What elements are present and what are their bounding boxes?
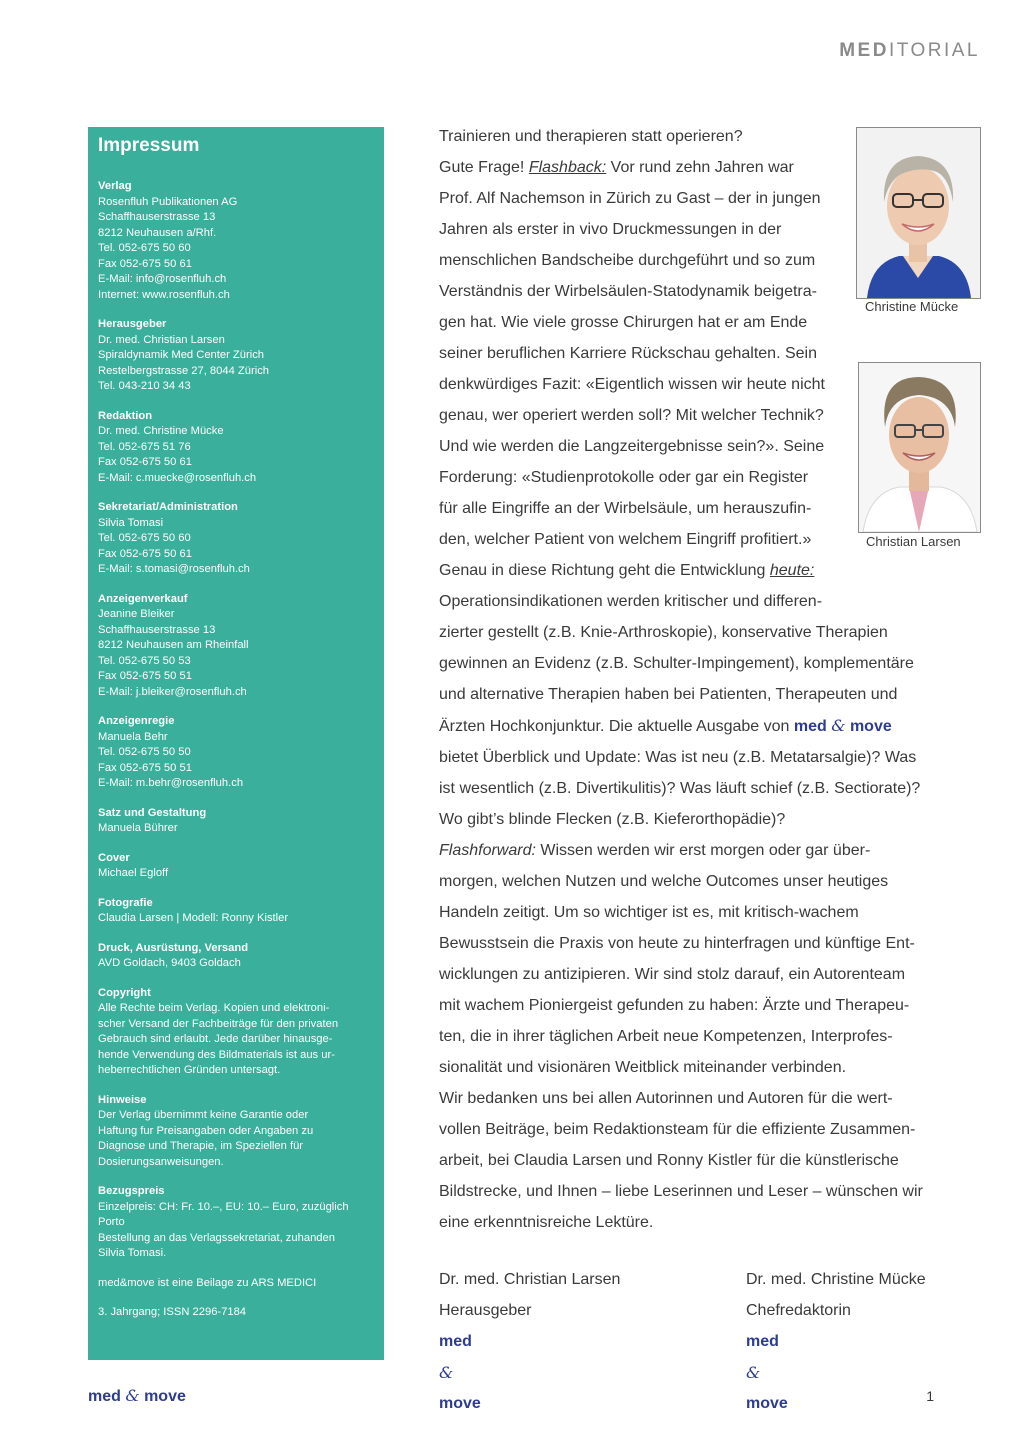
impressum-line: Restelbergstrasse 27, 8044 Zürich xyxy=(98,364,270,377)
text-line: genau, wer operiert werden soll? Mit welcher Technik? xyxy=(439,407,824,424)
impressum-line: Fax 052-675 50 51 xyxy=(98,761,192,774)
portrait-man-image xyxy=(859,363,980,532)
text-line: und alternative Therapien haben bei Patienten, Therapeuten und xyxy=(439,686,898,703)
impressum-line: Tel. 052-675 50 53 xyxy=(98,654,191,667)
brand-mark: med & move xyxy=(793,716,892,735)
text-line: zierter gestellt (z.B. Knie-Arthroskopie), konservative Therapien xyxy=(439,624,888,641)
text-line: gen hat. Wie viele grosse Chirurgen hat er am Ende xyxy=(439,314,808,331)
text-line: Flashforward: Wissen werden wir erst morgen oder gar über- xyxy=(439,842,871,859)
photo-caption: Christine Mücke xyxy=(865,299,959,314)
impressum-section-title: Druck, Ausrüstung, Versand xyxy=(98,941,249,954)
text-line: für alle Eingriffe an der Wirbelsäule, um herauszufin- xyxy=(439,500,812,517)
text-line: vollen Beiträge, beim Redaktionsteam für die effiziente Zusammen- xyxy=(439,1121,916,1138)
impressum-line: E-Mail: j.bleiker@rosenfluh.ch xyxy=(98,685,247,698)
text-line: den, welcher Patient von welchem Eingriff profitiert.» xyxy=(439,531,812,548)
impressum-section xyxy=(98,806,374,837)
impressum-line: Tel. 052-675 51 76 xyxy=(98,440,191,453)
impressum-line: Dosierungsanweisungen. xyxy=(98,1155,224,1168)
text-line: wicklungen zu antizipieren. Wir sind stolz darauf, ein Autorenteam xyxy=(439,966,906,983)
impressum-line: Dr. med. Christian Larsen xyxy=(98,333,225,346)
text-line: Ärzten Hochkonjunktur. Die aktuelle Ausgabe von med & move xyxy=(439,716,892,735)
text-line: ten, die in ihrer täglichen Arbeit neue Kompetenzen, Interprofes- xyxy=(439,1028,893,1045)
text-line: seiner beruflichen Karriere Rückschau gehalten. Sein xyxy=(439,345,817,362)
impressum-line: Michael Egloff xyxy=(98,867,169,879)
text-line: Jahren als erster in vivo Druckmessungen in der xyxy=(439,221,782,238)
impressum-line: Spiraldynamik Med Center Zürich xyxy=(98,349,265,361)
footer-brand-mark: med & move xyxy=(88,1386,186,1405)
impressum-section-title: Satz und Gestaltung xyxy=(98,806,207,819)
text-line: morgen, welchen Nutzen und welche Outcomes unser heutiges xyxy=(439,873,889,890)
impressum-line: Internet: www.rosenfluh.ch xyxy=(98,288,230,301)
text-line: Verständnis der Wirbelsäulen-Statodynamik beigetra- xyxy=(439,283,817,300)
impressum-line: E-Mail: m.behr@rosenfluh.ch xyxy=(98,777,244,789)
section-header: MEDITORIAL xyxy=(839,40,980,61)
impressum-line: Manuela Behr xyxy=(98,730,168,743)
impressum-line: heberrechtlichen Gründen untersagt. xyxy=(98,1064,281,1076)
signature-role: Herausgeber xyxy=(439,1302,532,1319)
impressum-section xyxy=(98,409,374,487)
text-line: Handeln zeitigt. Um so wichtiger ist es, mit kritisch-wachem xyxy=(439,904,859,921)
impressum-line: AVD Goldach, 9403 Goldach xyxy=(98,957,241,969)
impressum-line: 8212 Neuhausen am Rheinfall xyxy=(98,639,249,651)
text-line: eine erkenntnisreiche Lektüre. xyxy=(439,1214,654,1231)
impressum-line: Tel. 052-675 50 60 xyxy=(98,242,191,254)
text-line: sionalität und visionären Weitblick miteinander verbinden. xyxy=(439,1059,847,1076)
text-line: Operationsindikationen werden kritischer und differen- xyxy=(439,593,823,610)
text-line: Trainieren und therapieren statt operieren? xyxy=(439,128,743,145)
impressum-section xyxy=(98,851,374,882)
photo-caption: Christian Larsen xyxy=(866,534,961,549)
impressum-section-title: Cover xyxy=(98,851,130,864)
impressum-line: Fax 052-675 50 61 xyxy=(98,547,192,560)
impressum-section xyxy=(98,179,374,303)
impressum-line: Silvia Tomasi xyxy=(98,516,164,529)
impressum-section-title: Redaktion xyxy=(98,409,153,422)
text-line: Genau in diese Richtung geht die Entwicklung heute: xyxy=(439,562,815,579)
impressum-section xyxy=(98,714,374,792)
impressum-section xyxy=(98,896,374,927)
text-line: menschlichen Bandscheibe durchgeführt und so zum xyxy=(439,252,816,269)
impressum-section-title: Anzeigenverkauf xyxy=(98,592,188,605)
signature-larsen xyxy=(439,1264,620,1419)
impressum-box xyxy=(88,127,384,1360)
impressum-section xyxy=(98,986,374,1079)
impressum-line: Der Verlag übernimmt keine Garantie oder xyxy=(98,1109,309,1121)
impressum-line: Silvia Tomasi. xyxy=(98,1247,167,1259)
portrait-woman-image xyxy=(857,128,980,298)
impressum-section-title: Bezugspreis xyxy=(98,1185,165,1197)
text-line: bietet Überblick und Update: Was ist neu (z.B. Metatarsalgie)? Was xyxy=(439,749,917,766)
text-line: gewinnen an Evidenz (z.B. Schulter-Impingement), komplementäre xyxy=(439,655,914,672)
impressum-line: Haftung fur Preisangaben oder Angaben zu xyxy=(98,1124,314,1137)
impressum-line: Diagnose und Therapie, im Speziellen für xyxy=(98,1140,304,1152)
text-line: ist wesentlich (z.B. Divertikulitis)? Was läuft schief (z.B. Sectiorate)? xyxy=(439,780,921,797)
impressum-line: E-Mail: s.tomasi@rosenfluh.ch xyxy=(98,563,250,575)
impressum-section xyxy=(98,941,374,972)
text-line: mit wachem Pioniergeist gefunden zu haben: Ärzte und Therapeu- xyxy=(439,997,910,1014)
page-number: 1 xyxy=(926,1388,934,1404)
text-line: Bildstrecke, und Ihnen – liebe Leserinnen und Leser – wünschen wir xyxy=(439,1183,923,1200)
impressum-line: Jeanine Bleiker xyxy=(98,608,175,620)
signature-name: Dr. med. Christian Larsen xyxy=(439,1271,621,1288)
signature-muecke xyxy=(746,1264,926,1419)
impressum-section xyxy=(98,317,374,395)
brand-mark: med & move xyxy=(746,1333,788,1412)
impressum-line: Gebrauch sind erlaubt. Jede darüber hinausge- xyxy=(98,1033,333,1045)
impressum-line: hende Verwendung des Bildmaterials ist aus ur- xyxy=(98,1048,335,1061)
impressum-line: Claudia Larsen | Modell: Ronny Kistler xyxy=(98,912,289,924)
impressum-line: Tel. 052-675 50 50 xyxy=(98,746,191,758)
impressum-section-title: Anzeigenregie xyxy=(98,715,175,727)
impressum-sections xyxy=(98,179,374,1262)
text-line: denkwürdiges Fazit: «Eigentlich wissen wir heute nicht xyxy=(439,376,825,393)
impressum-line: Schaffhauserstrasse 13 xyxy=(98,623,216,636)
impressum-section-title: Herausgeber xyxy=(98,318,167,330)
text-line: Wir bedanken uns bei allen Autorinnen und Autoren für die wert- xyxy=(439,1090,893,1107)
impressum-line: Dr. med. Christine Mücke xyxy=(98,425,224,437)
text-line: arbeit, bei Claudia Larsen und Ronny Kistler für die künstlerische xyxy=(439,1152,899,1169)
impressum-section-title: Sekretariat/Administration xyxy=(98,501,238,513)
impressum-line: Fax 052-675 50 51 xyxy=(98,670,192,682)
impressum-section-title: Fotografie xyxy=(98,896,153,909)
impressum-line: 8212 Neuhausen a/Rhf. xyxy=(98,226,217,239)
text-line: Bewusstsein die Praxis von heute zu hinterfragen und künftige Ent- xyxy=(439,935,915,952)
impressum-line: Bestellung an das Verlagssekretariat, zuhanden xyxy=(98,1231,335,1244)
impressum-line: Schaffhauserstrasse 13 xyxy=(98,211,216,223)
impressum-line: E-Mail: info@rosenfluh.ch xyxy=(98,273,227,285)
text-line: Gute Frage! Flashback: Vor rund zehn Jahren war xyxy=(439,159,794,176)
impressum-beilage: med&move ist eine Beilage zu ARS MEDICI xyxy=(98,1276,317,1289)
brand-mark: med & move xyxy=(439,1333,481,1412)
impressum-section xyxy=(98,1093,374,1171)
portrait-christian-larsen xyxy=(858,362,981,533)
impressum-line: Rosenfluh Publikationen AG xyxy=(98,195,238,208)
impressum-line: Fax 052-675 50 61 xyxy=(98,257,192,270)
impressum-line: E-Mail: c.muecke@rosenfluh.ch xyxy=(98,471,257,484)
impressum-title: Impressum xyxy=(98,135,200,156)
impressum-section-title: Copyright xyxy=(98,986,151,999)
text-line: Prof. Alf Nachemson in Zürich zu Gast – der in jungen xyxy=(439,190,821,207)
portrait-christine-muecke xyxy=(856,127,981,299)
impressum-section-title: Verlag xyxy=(98,180,132,192)
text-line: Und wie werden die Langzeitergebnisse sein?». Seine xyxy=(439,438,825,455)
impressum-line: Porto xyxy=(98,1216,125,1228)
text-line: Forderung: «Studienprotokolle oder gar ein Register xyxy=(439,469,809,486)
impressum-line: Einzelpreis: CH: Fr. 10.–, EU: 10.– Euro, zuzüglich xyxy=(98,1200,349,1213)
impressum-section xyxy=(98,1184,374,1262)
impressum-line: Alle Rechte beim Verlag. Kopien und elektroni- xyxy=(98,1002,330,1014)
impressum-section xyxy=(98,500,374,578)
signature-name: Dr. med. Christine Mücke xyxy=(746,1271,926,1288)
impressum-section xyxy=(98,592,374,701)
impressum-line: Tel. 052-675 50 60 xyxy=(98,532,191,544)
impressum-line: scher Versand der Fachbeiträge für den privaten xyxy=(98,1017,339,1030)
impressum-line: Tel. 043-210 34 43 xyxy=(98,380,191,392)
impressum-issn: 3. Jahrgang; ISSN 2296-7184 xyxy=(98,1306,247,1318)
impressum-section-title: Hinweise xyxy=(98,1093,147,1106)
signature-role: Chefredaktorin xyxy=(746,1302,851,1319)
impressum-line: Fax 052-675 50 61 xyxy=(98,456,192,468)
text-line: Wo gibt’s blinde Flecken (z.B. Kieferorthopädie)? xyxy=(439,811,786,828)
impressum-line: Manuela Bührer xyxy=(98,822,178,834)
